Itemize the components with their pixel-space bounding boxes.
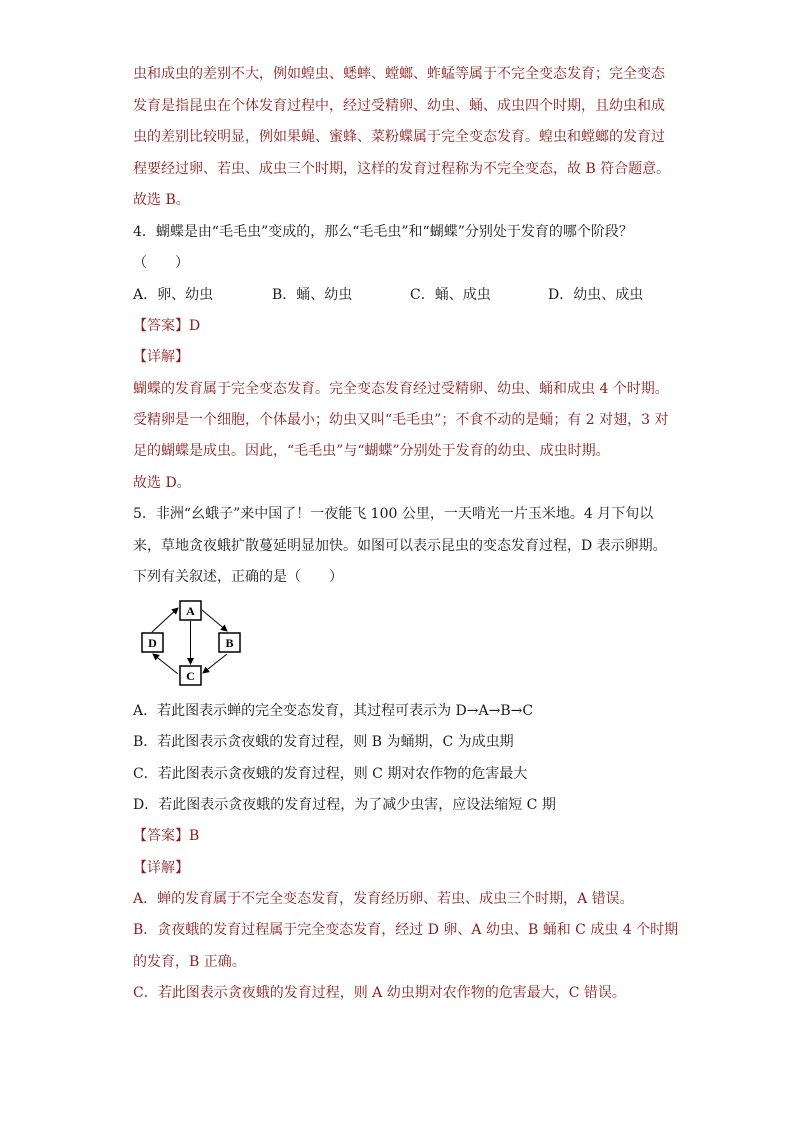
arrow-b-to-c <box>203 654 227 673</box>
q4-conclusion: 故选 D。 <box>133 475 191 491</box>
arrow-c-to-d <box>153 654 178 674</box>
q5-option-a: A．若此图表示蝉的完全变态发育，其过程可表示为 D→A→B→C <box>133 703 534 719</box>
insect-lifecycle-diagram <box>135 598 250 690</box>
q4-detail-line-1: 蝴蝶的发育属于完全变态发育。完全变态发育经过受精卵、幼虫、蛹和成虫 4 个时期。 <box>133 381 669 397</box>
stage-b-label: B <box>225 636 234 650</box>
explanation-conclusion: 故选 B。 <box>133 192 190 208</box>
question-5-stem-3: 下列有关叙述，正确的是（ ） <box>133 569 343 585</box>
q5-option-d: D．若此图表示贪夜蛾的发育过程，为了减少虫害，应设法缩短 C 期 <box>133 797 556 813</box>
question-5-stem-2: 来，草地贪夜蛾扩散蔓延明显加快。如图可以表示昆虫的变态发育过程，D 表示卵期。 <box>133 538 667 554</box>
answer-label: 【答案】 <box>133 318 189 334</box>
answer-label: 【答案】 <box>133 828 189 844</box>
q5-detail-b-line-2: 的发育，B 正确。 <box>133 954 246 970</box>
arrow-a-to-b <box>202 610 227 631</box>
q4-option-a: A．卵、幼虫 <box>133 287 214 303</box>
question-4-stem: 4．蝴蝶是由“毛毛虫”变成的，那么“毛毛虫”和“蝴蝶”分别处于发育的哪个阶段？ <box>133 224 633 240</box>
q4-detail-line-2: 受精卵是一个细胞，个体最小；幼虫又叫“毛毛虫”；不食不动的是蛹；有 2 对翅，3 对 <box>133 412 669 428</box>
explanation-line-4: 程要经过卵、若虫、成虫三个时期，这样的发育过程称为不完全变态，故 B 符合题意。 <box>133 161 671 177</box>
explanation-line-2: 发育是指昆虫在个体发育过程中，经过受精卵、幼虫、蛹、成虫四个时期，且幼虫和成 <box>133 98 665 114</box>
explanation-line-1: 虫和成虫的差别不大，例如蝗虫、蟋蟀、螳螂、蚱蜢等属于不完全变态发育；完全变态 <box>133 66 665 82</box>
q4-option-c: C．蛹、成虫 <box>410 287 491 303</box>
q4-answer-line <box>133 316 200 336</box>
q5-option-b: B．若此图表示贪夜蛾的发育过程，则 B 为蛹期，C 为成虫期 <box>133 734 514 750</box>
q5-option-c: C．若此图表示贪夜蛾的发育过程，则 C 期对农作物的危害最大 <box>133 766 528 782</box>
arrow-d-to-a <box>152 608 178 632</box>
q4-detail-label: 【详解】 <box>133 349 189 365</box>
q4-option-d: D．幼虫、成虫 <box>548 287 644 303</box>
q5-detail-b-line-1: B．贪夜蛾的发育过程属于完全变态发育，经过 D 卵、A 幼虫、B 蛹和 C 成虫 4 个时期 <box>133 922 679 938</box>
q5-detail-label: 【详解】 <box>133 860 189 876</box>
stage-a-label: A <box>186 604 195 618</box>
explanation-line-3: 虫的差别比较明显，例如果蝇、蜜蜂、菜粉蝶属于完全变态发育。蝗虫和螳螂的发育过 <box>133 129 665 145</box>
q5-detail-c: C．若此图表示贪夜蛾的发育过程，则 A 幼虫期对农作物的危害最大，C 错误。 <box>133 985 626 1001</box>
stage-d-label: D <box>148 636 157 650</box>
stage-c-label: C <box>186 669 195 683</box>
q4-option-b: B．蛹、幼虫 <box>272 287 353 303</box>
answer-value: D <box>189 318 201 334</box>
q5-detail-a: A．蝉的发育属于不完全变态发育，发育经历卵、若虫、成虫三个时期，A 错误。 <box>133 891 634 907</box>
answer-value: B <box>189 828 200 844</box>
question-4-paren: （ ） <box>133 255 189 271</box>
question-5-stem-1: 5．非洲“幺蛾子”来中国了！一夜能飞 100 公里，一天啃光一片玉米地。4 月下旬以 <box>133 506 654 522</box>
q5-answer-line <box>133 826 199 846</box>
q4-detail-line-3: 足的蝴蝶是成虫。因此，“毛毛虫”与“蝴蝶”分别处于发育的幼虫、成虫时期。 <box>133 443 610 459</box>
